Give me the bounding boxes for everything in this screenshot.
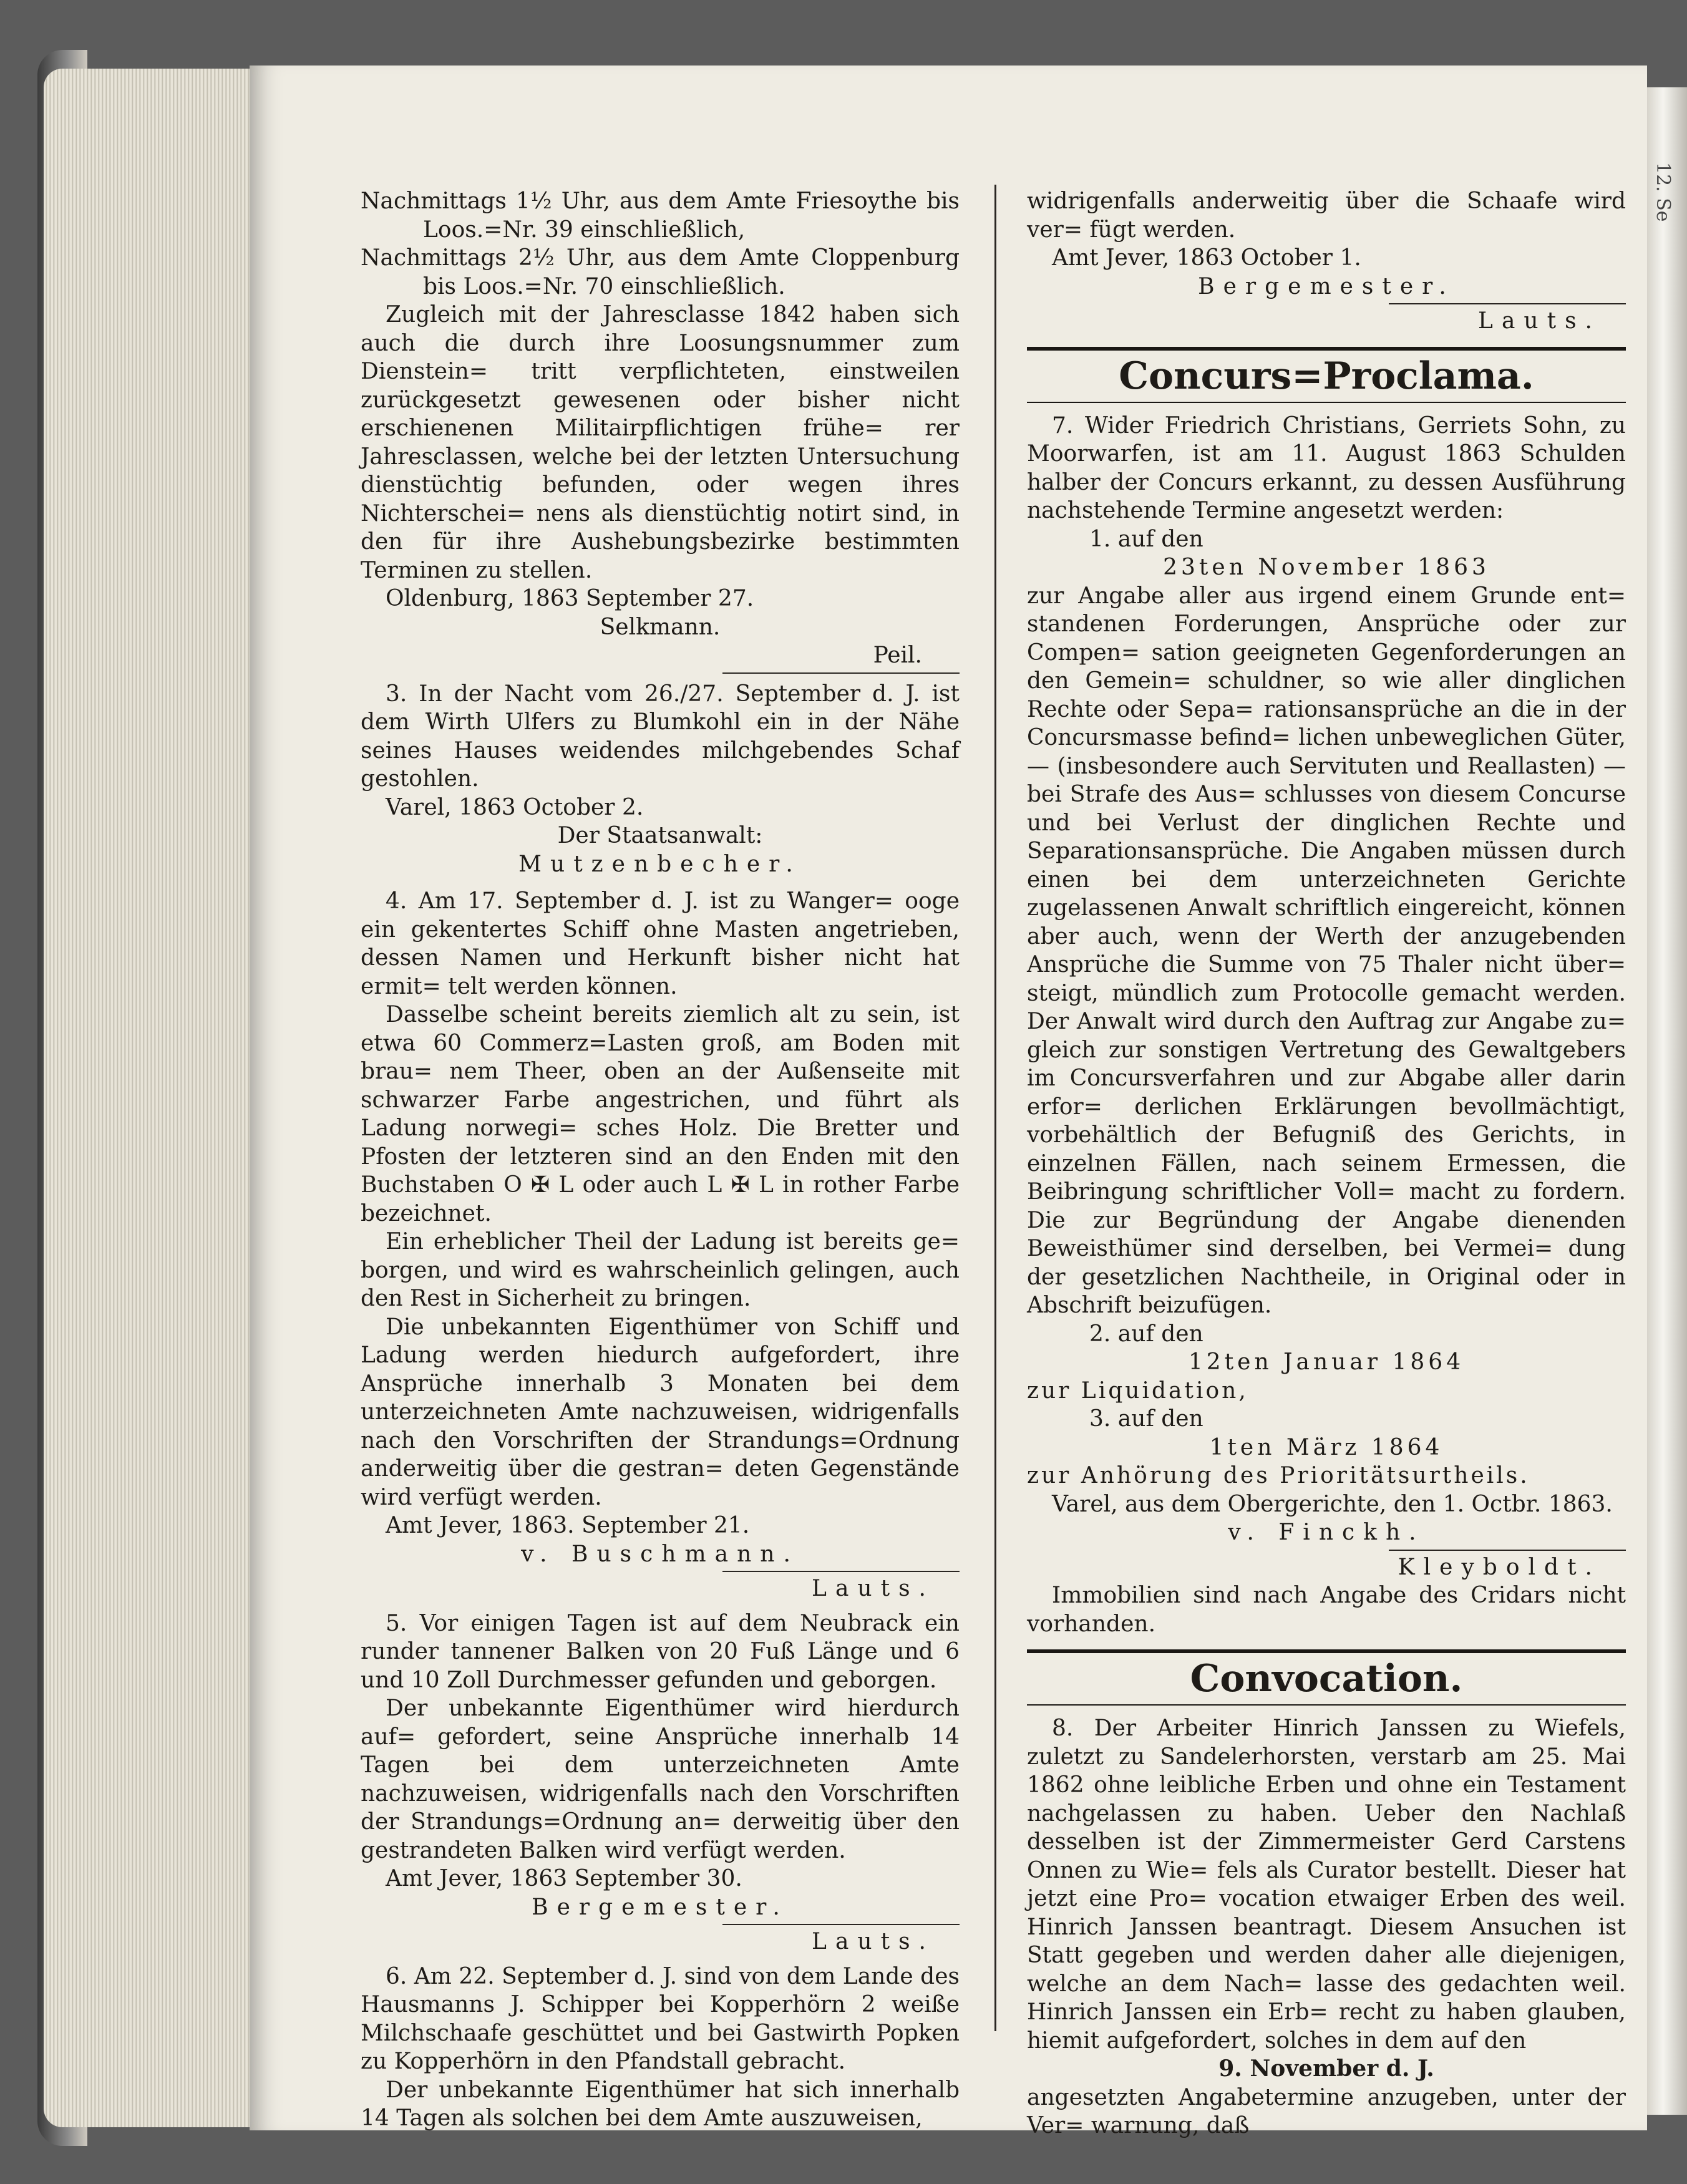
paragraph: Dasselbe scheint bereits ziemlich alt zu sein, ist etwa 60 Commerz=Lasten groß, am Boden mit brau= nem Theer, oben an der Außenseite mit schwarzer Farbe angestrichen, und führt als Ladung norwegi= sches Holz. Die Bretter und Pfosten der letzteren sind an den Enden mit den Buchstaben O ✠ L oder auch L ✠ L in rother Farbe bezeichnet.	[361, 1002, 960, 1226]
signature: Lauts.	[812, 1576, 935, 1601]
place-date: Varel, 1863 October 2.	[386, 794, 644, 820]
place-date: Varel, aus dem Obergerichte, den 1. Octbr. 1863.	[1052, 1491, 1613, 1517]
section-rule	[1027, 1649, 1626, 1653]
paragraph: zur Angabe aller aus irgend einem Grunde ent= standenen Forderungen, Ansprüche oder zur Compen= sation geeigneten Gegenforderungen an den Gemein= schuldner, so wie aller dinglichen Rechte oder Sepa= rationsansprüche an die in der Concursmasse befind= lichen unbeweglichen Güter, — (insbesondere auch Servituten und Reallasten) — bei Strafe des Aus= schlusses von diesem Concurse und bei Verlust der dinglichen Rechte und Separationsansprüche. Die Angaben müssen durch einen bei dem unterzeichneten Gerichte zugelassenen Anwalt schriftlich eingereicht, können aber auch, wenn der Werth der anzugebenden Ansprüche die Summe von 75 Thaler nicht über= steigt, mündlich zum Protocolle gemacht werden. Der Anwalt wird durch den Auftrag zur Angabe zu= gleich zur sonstigen Vertretung des Gewaltgebers im Concursverfahren und zur Abgabe aller darin erfor= derlichen Erklärungen bevollmächtigt, vorbehältlich der Befugniß des Gerichts, in einzelnen Fällen, nach seinem Ermessen, die Beibringung schriftlicher Voll= macht zu fordern. Die zur Begründung der Angabe dienenden Beweisthümer sind derselben, bei Vermei= dung der gesetzlichen Nachtheile, in Original oder in Abschrift beizufügen.	[1027, 583, 1626, 1318]
term-date: 12ten Januar 1864	[1188, 1349, 1465, 1375]
paragraph: 5. Vor einigen Tagen ist auf dem Neubrack ein runder tannener Balken von 20 Fuß Länge und 6 und 10 Zoll Durchmesser gefunden und geborgen.	[361, 1610, 960, 1693]
term-item: 2. auf den	[1089, 1321, 1203, 1347]
section-heading: Convocation.	[1190, 1657, 1463, 1701]
divider	[722, 1571, 960, 1572]
signature: Selkmann.	[600, 614, 721, 640]
signature-title: Der Staatsanwalt:	[557, 823, 763, 848]
right-column	[1027, 187, 1626, 2140]
column-divider	[994, 185, 996, 2031]
signature: Bergemester.	[532, 1894, 789, 1920]
term-item: 1. auf den	[1089, 526, 1203, 552]
place-date: Amt Jever, 1863 September 30.	[386, 1866, 742, 1891]
section-rule	[1027, 1704, 1626, 1706]
divider	[1389, 303, 1626, 304]
signature: Peil.	[873, 643, 922, 668]
signature: v. Finckh.	[1228, 1520, 1425, 1545]
paragraph: Nachmittags 2½ Uhr, aus dem Amte Cloppenburg bis Loos.=Nr. 70 einschließlich.	[361, 245, 960, 299]
section-rule	[1027, 402, 1626, 403]
paragraph: 8. Der Arbeiter Hinrich Janssen zu Wiefels, zuletzt zu Sandelerhorsten, verstarb am 25. Mai 1862 ohne leibliche Erben und ohne ein Testament nachgelassen zu haben. Ueber den Nachlaß desselben ist der Zimmermeister Gerd Carstens Onnen zu Wie= fels als Curator bestellt. Dieser hat jetzt eine Pro= vocation etwaiger Erben des weil. Hinrich Janssen beantragt. Diesem Ansuchen ist Statt gegeben und werden daher alle diejenigen, welche an dem Nach= lasse des gedachten weil. Hinrich Janssen ein Erb= recht zu haben glauben, hiemit aufgefordert, solches in dem auf den	[1027, 1716, 1626, 2054]
signature: Bergemester.	[1198, 273, 1455, 299]
signature: Lauts.	[1478, 308, 1601, 334]
signature: v. Buschmann.	[521, 1541, 799, 1567]
term-purpose: zur Liquidation,	[1027, 1377, 1248, 1404]
section-rule	[1027, 347, 1626, 351]
place-date: Amt Jever, 1863 October 1.	[1052, 245, 1361, 271]
paragraph: Der unbekannte Eigenthümer hat sich innerhalb 14 Tagen als solchen bei dem Amte auszuweisen,	[361, 2077, 960, 2131]
term-date: 9. November d. J.	[1218, 2055, 1434, 2082]
signature: Lauts.	[812, 1929, 935, 1954]
paragraph: Der unbekannte Eigenthümer wird hierdurch auf= gefordert, seine Ansprüche innerhalb 14 Tagen bei dem unterzeichneten Amte nachzuweisen, widrigenfalls nach den Vorschriften der Strandungs=Ordnung an= derweitig über den gestrandeten Balken wird verfügt werden.	[361, 1696, 960, 1863]
paragraph: Ein erheblicher Theil der Ladung ist bereits ge= borgen, und wird es wahrscheinlich gelingen, auch den Rest in Sicherheit zu bringen.	[361, 1229, 960, 1311]
signature: Kleyboldt.	[1398, 1554, 1601, 1580]
term-item: 3. auf den	[1089, 1406, 1203, 1432]
section-heading: Concurs=Proclama.	[1119, 354, 1534, 398]
paragraph: 7. Wider Friedrich Christians, Gerriets Sohn, zu Moorwarfen, ist am 11. August 1863 Schulden halber der Concurs erkannt, zu dessen Ausführung nachstehende Termine angesetzt werden:	[1027, 412, 1626, 523]
divider	[722, 672, 960, 674]
paragraph: Zugleich mit der Jahresclasse 1842 haben sich auch die durch ihre Loosungsnummer zum Dienstein= tritt verpflichteten, einstweilen zurückgesetzt gewesenen oder bisher nicht erschienenen Militairpflichtigen frühe= rer Jahresclassen, welche bei der letzten Untersuchung dienstüchtig befunden, oder wegen ihres Nichterschei= nens als dienstüchtig notirt sind, in den für ihre Aushebungsbezirke bestimmten Terminen zu stellen.	[361, 302, 960, 583]
paragraph: Nachmittags 1½ Uhr, aus dem Amte Friesoythe bis Loos.=Nr. 39 einschließlich,	[361, 188, 960, 243]
divider	[1389, 1550, 1626, 1551]
term-date: 23ten November 1863	[1163, 555, 1490, 580]
next-page-edge-text: 12. Se	[1652, 162, 1674, 222]
term-date: 1ten März 1864	[1209, 1434, 1444, 1460]
paragraph: Die unbekannten Eigenthümer von Schiff und Ladung werden hiedurch aufgefordert, ihre Ansprüche innerhalb 3 Monaten bei dem unterzeichneten Amte nachzuweisen, widrigenfalls nach den Vorschriften der Strandungs=Ordnung anderweitig über die gestran= deten Gegenstände wird verfügt werden.	[361, 1314, 960, 1510]
left-column	[361, 187, 960, 2133]
place-date: Oldenburg, 1863 September 27.	[386, 586, 754, 611]
paragraph: Immobilien sind nach Angabe des Cridars nicht vorhanden.	[1027, 1583, 1626, 1637]
signature: Mutzenbecher.	[518, 851, 802, 877]
next-page-edge	[1647, 87, 1687, 2115]
paragraph: widrigenfalls anderweitig über die Schaafe wird ver= fügt werden.	[1027, 188, 1626, 243]
paragraph: 6. Am 22. September d. J. sind von dem Lande des Hausmanns J. Schipper bei Kopperhörn 2 weiße Milchschaafe geschüttet und bei Gastwirth Popken zu Kopperhörn in den Pfandstall gebracht.	[361, 1963, 960, 2074]
paragraph: 3. In der Nacht vom 26./27. September d. J. ist dem Wirth Ulfers zu Blumkohl ein in der Nähe seines Hauses weidendes milchgebendes Schaf gestohlen.	[361, 681, 960, 792]
place-date: Amt Jever, 1863. September 21.	[386, 1513, 750, 1538]
paragraph: angesetzten Angabetermine anzugeben, unter der Ver= warnung, daß	[1027, 2084, 1626, 2138]
term-purpose: zur Anhörung des Prioritätsurtheils.	[1027, 1463, 1530, 1488]
page-edges	[44, 69, 250, 2127]
paragraph: 4. Am 17. September d. J. ist zu Wanger= ooge ein gekentertes Schiff ohne Masten angetrieben, dessen Namen und Herkunft bisher nicht hat ermit= telt werden können.	[361, 888, 960, 999]
divider	[722, 1924, 960, 1925]
